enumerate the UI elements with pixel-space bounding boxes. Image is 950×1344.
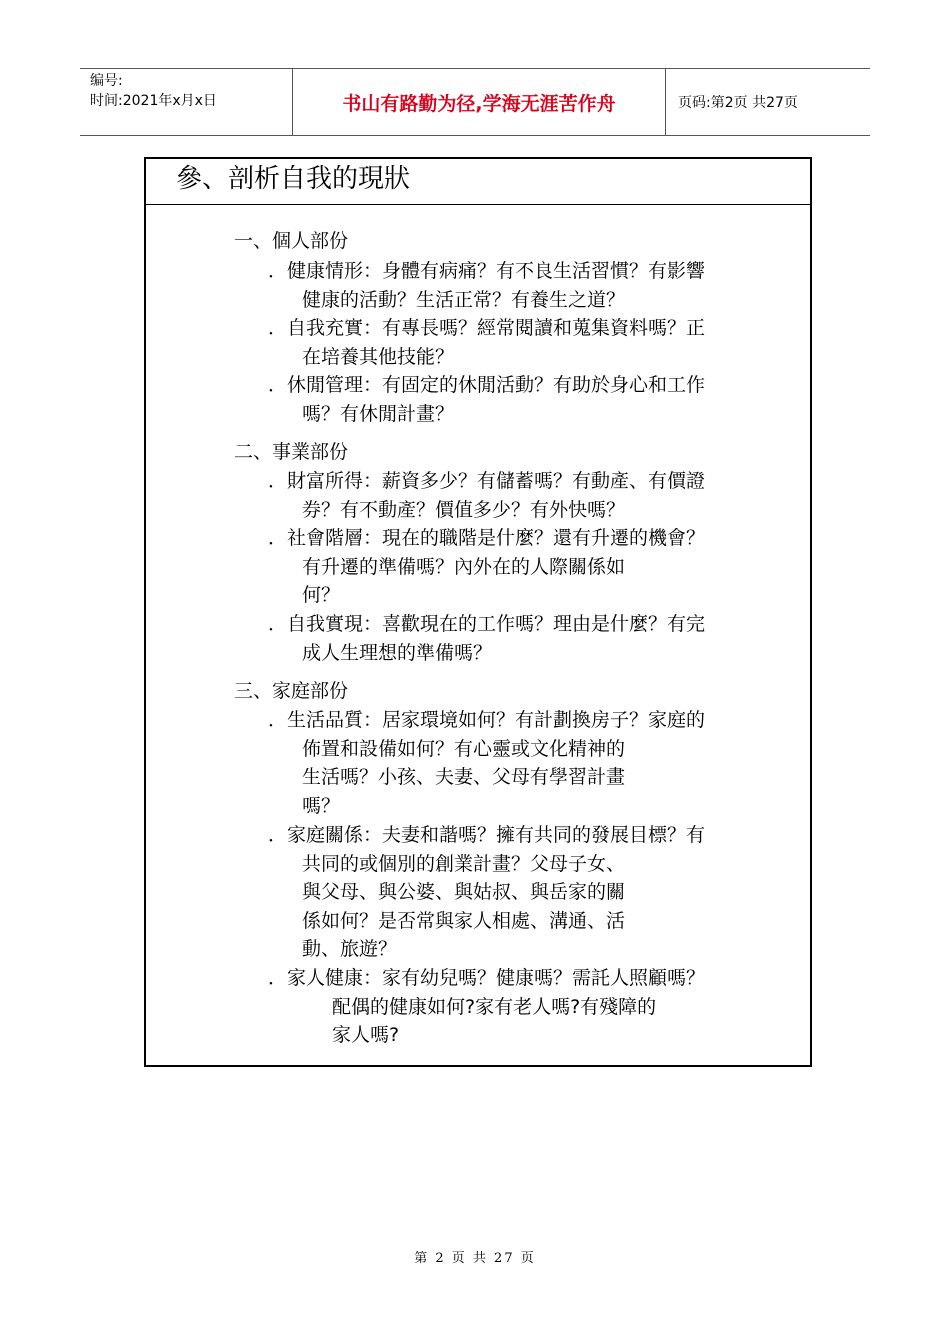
item-line: 健康的活動？生活正常？有養生之道？ xyxy=(302,288,626,311)
item-line: 何？ xyxy=(302,584,341,606)
content-box xyxy=(144,157,812,1067)
item-line: ．自我充實：有專長嗎？經常閱讀和蒐集資料嗎？正 xyxy=(268,317,706,339)
item-line: ．生活品質：居家環境如何？有計劃換房子？家庭的 xyxy=(268,709,706,731)
header-meta xyxy=(80,69,292,135)
item-line: 生活嗎？小孩、夫妻、父母有學習計畫 xyxy=(302,766,626,788)
page-footer: 第 2 页 共 27 页 xyxy=(414,1251,536,1266)
item-line: 係如何？是否常與家人相處、溝通、活 xyxy=(302,909,626,932)
item-line: ．休閒管理：有固定的休閒活動？有助於身心和工作 xyxy=(268,374,706,396)
list-item xyxy=(268,467,788,524)
section-heading: 一、個人部份 xyxy=(234,230,349,252)
list-item xyxy=(268,964,788,1050)
item-line: ．財富所得：薪資多少？有儲蓄嗎？有動產、有價證 xyxy=(268,470,706,492)
date-label: 时间:2021年x月x日 xyxy=(90,93,217,109)
item-line: 共同的或個別的創業計畫？父母子女、 xyxy=(302,852,626,875)
list-item xyxy=(268,706,788,820)
item-line: 券？有不動產？價值多少？有外快嗎？ xyxy=(302,498,626,521)
item-line: 家人嗎? xyxy=(332,1024,400,1046)
item-line: ．自我實現：喜歡現在的工作嗎？理由是什麼？有完 xyxy=(268,613,706,635)
motto: 书山有路勤为径,学海无涯苦作舟 xyxy=(292,69,666,135)
page-info: 页码:第2页 共27页 xyxy=(678,95,798,111)
list-item xyxy=(268,524,788,610)
item-line: ．家人健康：家有幼兒嗎？健康嗎？需託人照顧嗎？ xyxy=(268,967,706,989)
item-line: 動、旅遊？ xyxy=(302,938,398,960)
item-line: 在培養其他技能？ xyxy=(302,345,455,368)
list-item xyxy=(268,314,788,371)
item-line: ．健康情形：身體有病痛？有不良生活習慣？有影響 xyxy=(268,260,706,282)
document-header xyxy=(80,68,870,136)
item-line: 佈置和設備如何？有心靈或文化精神的 xyxy=(302,737,626,760)
number-label: 编号: xyxy=(90,73,123,89)
list-item xyxy=(268,610,788,667)
item-line: 有升遷的準備嗎？內外在的人際關係如 xyxy=(302,555,626,578)
section-heading: 三、家庭部份 xyxy=(234,680,349,702)
item-line: 與父母、與公婆、與姑叔、與岳家的關 xyxy=(302,881,626,903)
item-line: 嗎？ xyxy=(302,794,341,817)
box-title: 參、剖析自我的現狀 xyxy=(146,159,810,205)
item-line: ．家庭關係：夫妻和諧嗎？擁有共同的發展目標？有 xyxy=(268,824,706,846)
section-heading: 二、事業部份 xyxy=(234,441,349,463)
item-line: ．社會階層：現在的職階是什麼？還有升遷的機會？ xyxy=(268,527,706,549)
list-item xyxy=(268,821,788,964)
list-item xyxy=(268,371,788,428)
item-line: 嗎？有休閒計畫？ xyxy=(302,402,455,425)
item-line: 配偶的健康如何?家有老人嗎?有殘障的 xyxy=(332,995,657,1018)
item-line: 成人生理想的準備嗎？ xyxy=(302,641,493,664)
list-item xyxy=(268,257,788,314)
